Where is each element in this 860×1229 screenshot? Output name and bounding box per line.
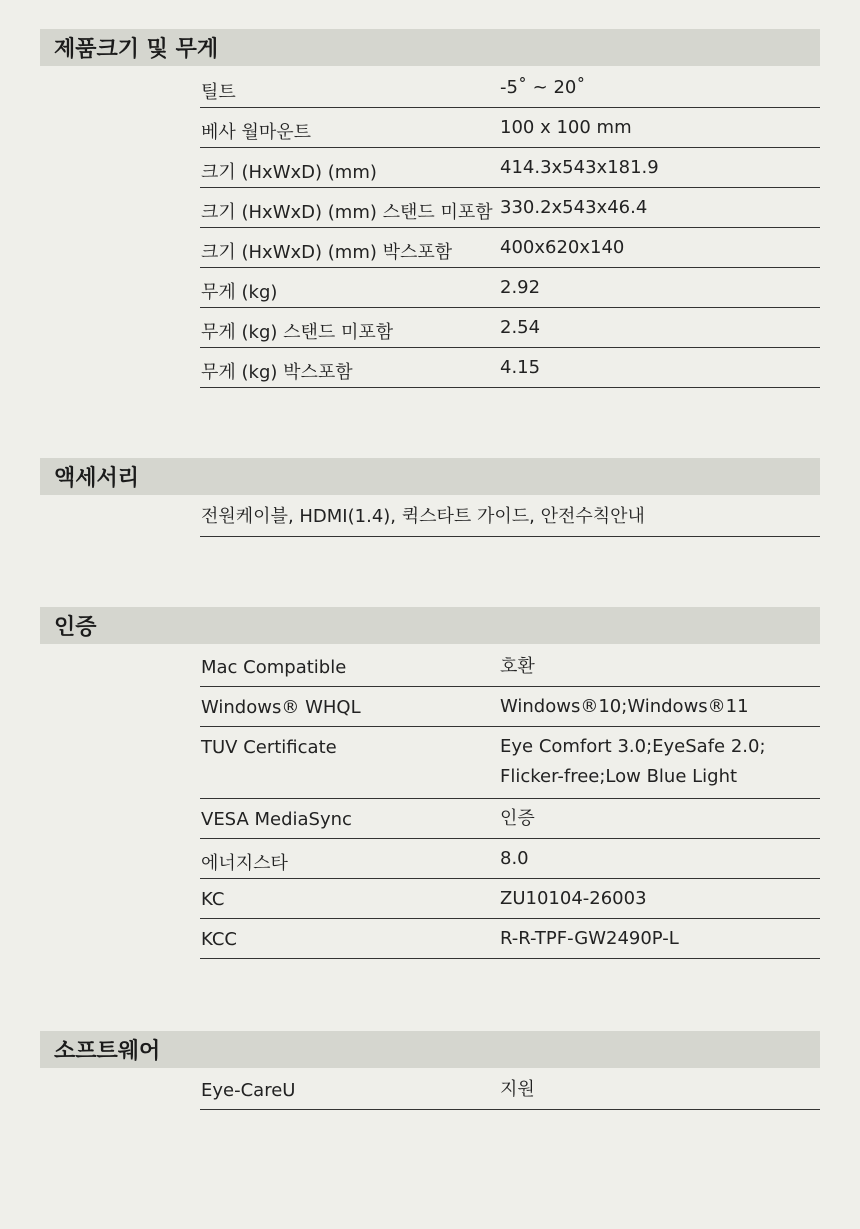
spec-label: Eye-CareU <box>201 1080 296 1101</box>
spec-value <box>500 732 766 792</box>
spec-row-weight <box>200 268 820 308</box>
spec-row-energy-star <box>200 839 820 879</box>
spec-row-weight-box <box>200 348 820 388</box>
spec-value: 인증 <box>500 808 535 829</box>
spec-row-whql <box>200 687 820 727</box>
section-title: 제품크기 및 무게 <box>40 29 820 66</box>
spec-value: 2.54 <box>500 317 541 338</box>
spec-label: 무게 (kg) 박스포함 <box>201 362 353 383</box>
spec-row-vesa <box>200 108 820 148</box>
spec-label: 무게 (kg) 스탠드 미포함 <box>201 322 394 343</box>
spec-row-kc <box>200 879 820 919</box>
spec-label: 틸트 <box>201 82 236 103</box>
spec-row-mac <box>200 647 820 687</box>
spec-label: 크기 (HxWxD) (mm) 박스포함 <box>201 242 453 263</box>
spec-label: 무게 (kg) <box>201 282 278 303</box>
spec-label: Mac Compatible <box>201 657 347 678</box>
spec-row-kcc <box>200 919 820 959</box>
spec-value: 400x620x140 <box>500 237 625 258</box>
spec-table <box>200 1070 820 1110</box>
spec-value: 지원 <box>500 1079 535 1100</box>
spec-value: -5˚ ~ 20˚ <box>500 77 586 98</box>
spec-row-size-box <box>200 228 820 268</box>
spec-label: 크기 (HxWxD) (mm) 스탠드 미포함 <box>201 202 493 223</box>
spec-value: Windows®10;Windows®11 <box>500 696 749 717</box>
spec-value-line: Eye Comfort 3.0;EyeSafe 2.0; <box>500 736 766 757</box>
spec-value: 호환 <box>500 656 535 677</box>
spec-row-vesa-mediasync <box>200 799 820 839</box>
spec-label: 크기 (HxWxD) (mm) <box>201 162 377 183</box>
section-title: 액세서리 <box>40 458 820 495</box>
spec-value: 2.92 <box>500 277 541 298</box>
spec-table <box>200 647 820 959</box>
spec-value: 414.3x543x181.9 <box>500 157 659 178</box>
spec-value: 전원케이블, HDMI(1.4), 퀵스타트 가이드, 안전수칙안내 <box>201 506 645 527</box>
spec-value: ZU10104-26003 <box>500 888 647 909</box>
section-title: 소프트웨어 <box>40 1031 820 1068</box>
spec-table <box>200 497 820 537</box>
spec-value: 330.2x543x46.4 <box>500 197 648 218</box>
spec-value: 4.15 <box>500 357 541 378</box>
spec-row-size-no-stand <box>200 188 820 228</box>
spec-row-tuv <box>200 727 820 799</box>
spec-row-tilt <box>200 68 820 108</box>
spec-value: 8.0 <box>500 848 529 869</box>
spec-row-eye-careu <box>200 1070 820 1110</box>
spec-table <box>200 68 820 388</box>
spec-value: R-R-TPF-GW2490P-L <box>500 928 679 949</box>
spec-label: Windows® WHQL <box>201 697 361 718</box>
spec-row-size <box>200 148 820 188</box>
spec-label: 에너지스타 <box>201 853 288 874</box>
spec-label: VESA MediaSync <box>201 809 352 830</box>
spec-label: TUV Certificate <box>201 737 337 758</box>
spec-row-weight-no-stand <box>200 308 820 348</box>
section-title: 인증 <box>40 607 820 644</box>
spec-label: KCC <box>201 929 237 950</box>
spec-label: 베사 월마운트 <box>201 122 312 143</box>
spec-value-line: Flicker-free;Low Blue Light <box>500 766 738 787</box>
spec-value: 100 x 100 mm <box>500 117 632 138</box>
spec-label: KC <box>201 889 225 910</box>
spec-row-accessories <box>200 497 820 537</box>
